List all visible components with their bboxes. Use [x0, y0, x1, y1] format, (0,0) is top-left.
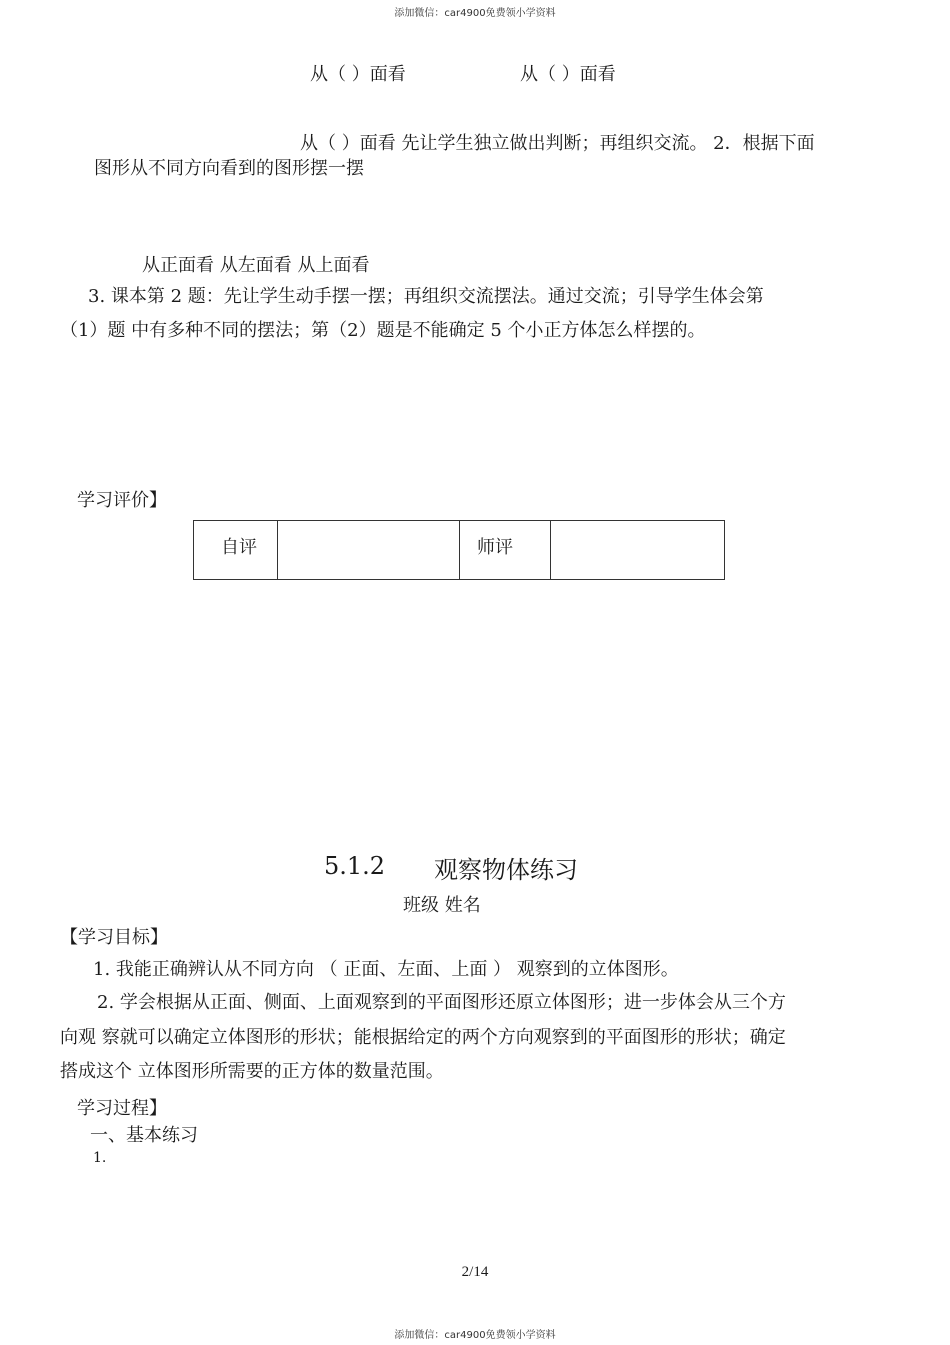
- teacher-eval-cell[interactable]: [551, 521, 725, 580]
- evaluation-heading: 学习评价】: [77, 490, 167, 511]
- paragraph-3-line-2: （1）题 中有多种不同的摆法；第（2）题是不能确定 5 个小正方体怎么样摆的。: [60, 320, 706, 341]
- footer-watermark: 添加微信：car4900免费领小学资料: [394, 1330, 556, 1341]
- header-watermark: 添加微信：car4900免费领小学资料: [394, 8, 556, 19]
- class-name-line: 班级 姓名: [403, 895, 481, 916]
- goal-item-2-line-2: 向观 察就可以确定立体图形的形状；能根据给定的两个方向观察到的平面图形的形状；确定: [60, 1027, 786, 1048]
- section-title: 观察物体练习: [434, 856, 578, 884]
- teacher-eval-label: 师评: [460, 521, 551, 580]
- self-eval-label: 自评: [194, 521, 278, 580]
- basic-practice-heading: 一、基本练习: [90, 1125, 198, 1146]
- paragraph-1-line-2: 图形从不同方向看到的图形摆一摆: [94, 158, 364, 179]
- self-eval-cell[interactable]: [278, 521, 460, 580]
- goal-item-1: 1. 我能正确辨认从不同方向 （ 正面、左面、上面 ） 观察到的立体图形。: [93, 959, 679, 980]
- evaluation-table: [193, 520, 725, 580]
- paragraph-1-line-1: 从（ ）面看 先让学生独立做出判断；再组织交流。 2．根据下面: [300, 133, 815, 154]
- process-heading: 学习过程】: [77, 1098, 167, 1119]
- practice-item-1: 1.: [93, 1150, 107, 1166]
- section-number: 5.1.2: [324, 852, 386, 880]
- goals-heading: 【学习目标】: [60, 927, 168, 948]
- view-label-b: 从（ ）面看: [520, 64, 616, 85]
- page-number: 2/14: [461, 1264, 489, 1280]
- view-directions: 从正面看 从左面看 从上面看: [142, 255, 370, 276]
- goal-item-2-line-1: 2. 学会根据从正面、侧面、上面观察到的平面图形还原立体图形；进一步体会从三个方: [97, 992, 786, 1013]
- paragraph-3-line-1: 3. 课本第 2 题：先让学生动手摆一摆；再组织交流摆法。通过交流；引导学生体会第: [88, 286, 764, 307]
- view-label-a: 从（ ）面看: [310, 64, 406, 85]
- goal-item-2-line-3: 搭成这个 立体图形所需要的正方体的数量范围。: [60, 1061, 444, 1082]
